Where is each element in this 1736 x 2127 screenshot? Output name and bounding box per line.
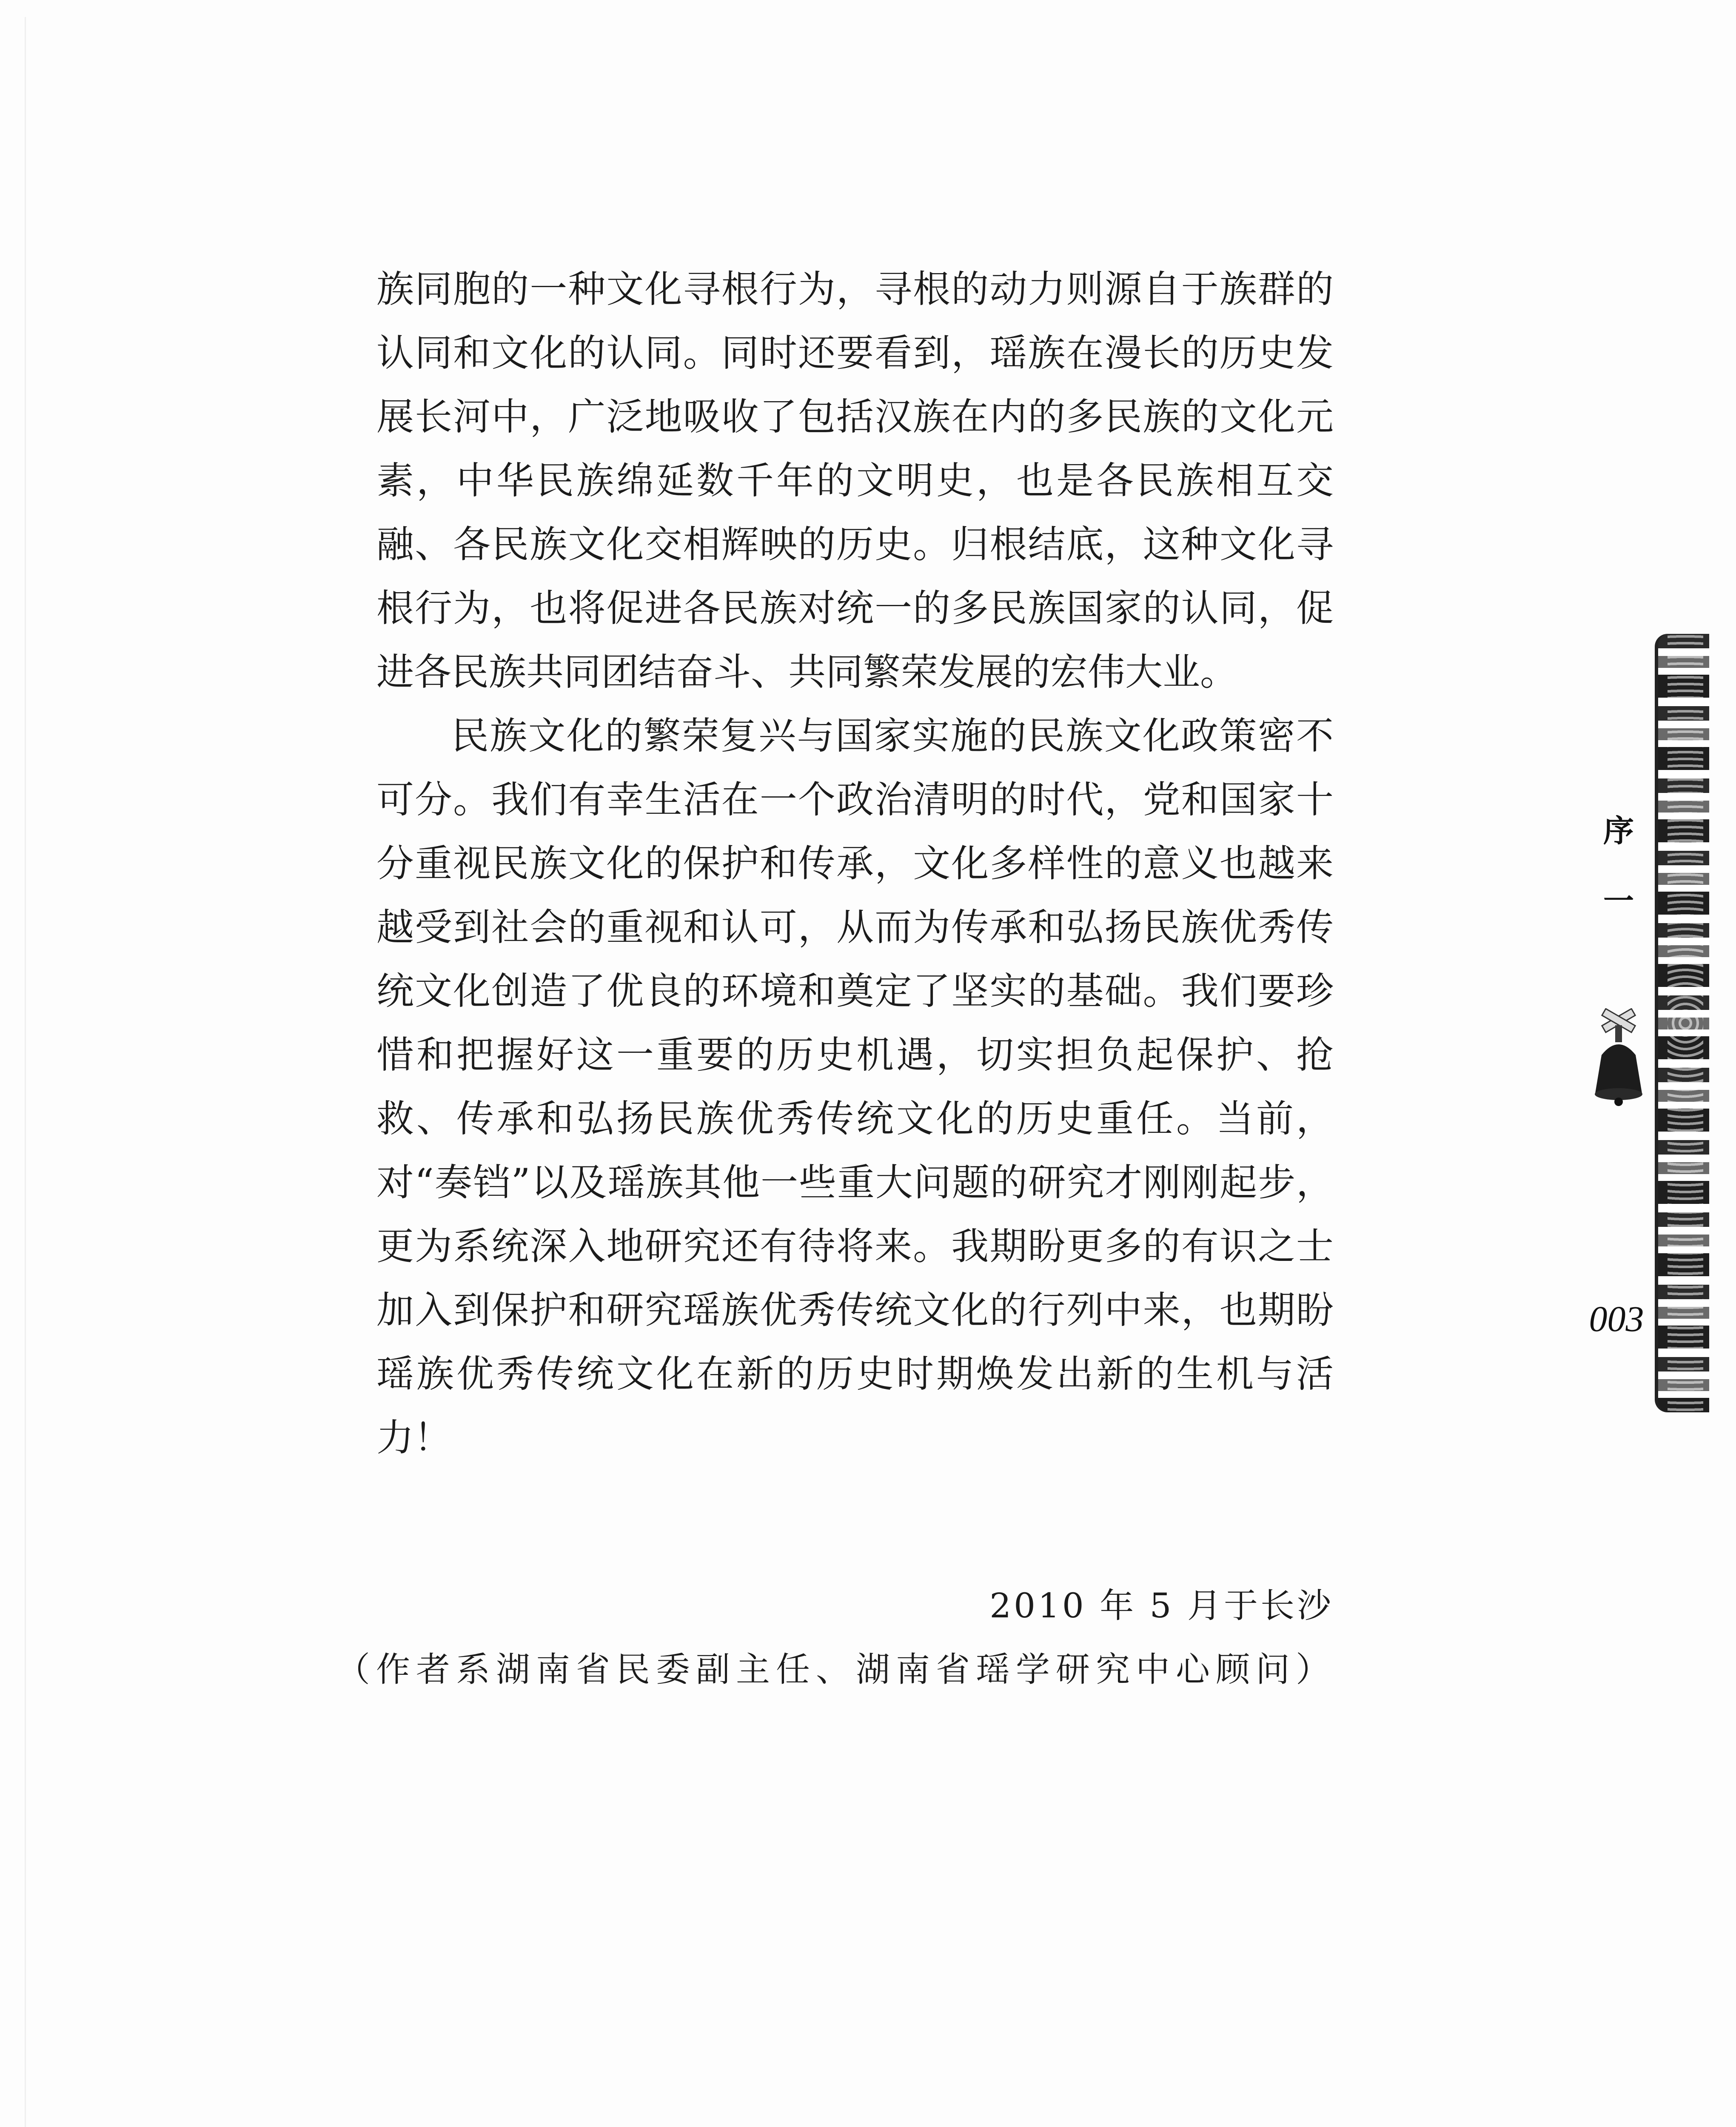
body-text xyxy=(376,257,1334,1470)
paragraph-2: 民族文化的繁荣复兴与国家实施的民族文化政策密不可分。我们有幸生活在一个政治清明的时代，党和国家十分重视民族文化的保护和传承，文化多样性的意义也越来越受到社会的重视和认可，从而为传承和弘扬民族优秀传统文化创造了优良的环境和奠定了坚实的基础。我们要珍惜和把握好这一重要的历史机遇，切实担负起保护、抢救、传承和弘扬民族优秀传统文化的历史重任。当前，对“奏铛”以及瑶族其他一些重大问题的研究才刚刚起步，更为系统深入地研究还有待将来。我期盼更多的有识之士加入到保护和研究瑶族优秀传统文化的行列中来，也期盼瑶族优秀传统文化在新的历史时期焕发出新的生机与活力！ xyxy=(376,714,1334,1460)
decorative-border-strip xyxy=(1655,634,1709,1412)
section-title-char-1: 序 xyxy=(1603,813,1634,849)
section-title-char-2: 一 xyxy=(1603,883,1634,919)
paragraph-1: 族同胞的一种文化寻根行为，寻根的动力则源自于族群的认同和文化的认同。同时还要看到，瑶族在漫长的历史发展长河中，广泛地吸收了包括汉族在内的多民族的文化元素，中华民族绵延数千年的文明史，也是各民族相互交融、各民族文化交相辉映的历史。归根结底，这种文化寻根行为，也将促进各民族对统一的多民族国家的认同，促进各民族共同团结奋斗、共同繁荣发展的宏伟大业。 xyxy=(376,267,1334,694)
date-place: 2010 年 5 月于长沙 xyxy=(989,1586,1334,1625)
page-number: 003 xyxy=(1589,1298,1644,1339)
author-note: （作者系湖南省民委副主任、湖南省瑶学研究中心顾问） xyxy=(336,1650,1336,1689)
bell-icon xyxy=(1585,1008,1653,1115)
